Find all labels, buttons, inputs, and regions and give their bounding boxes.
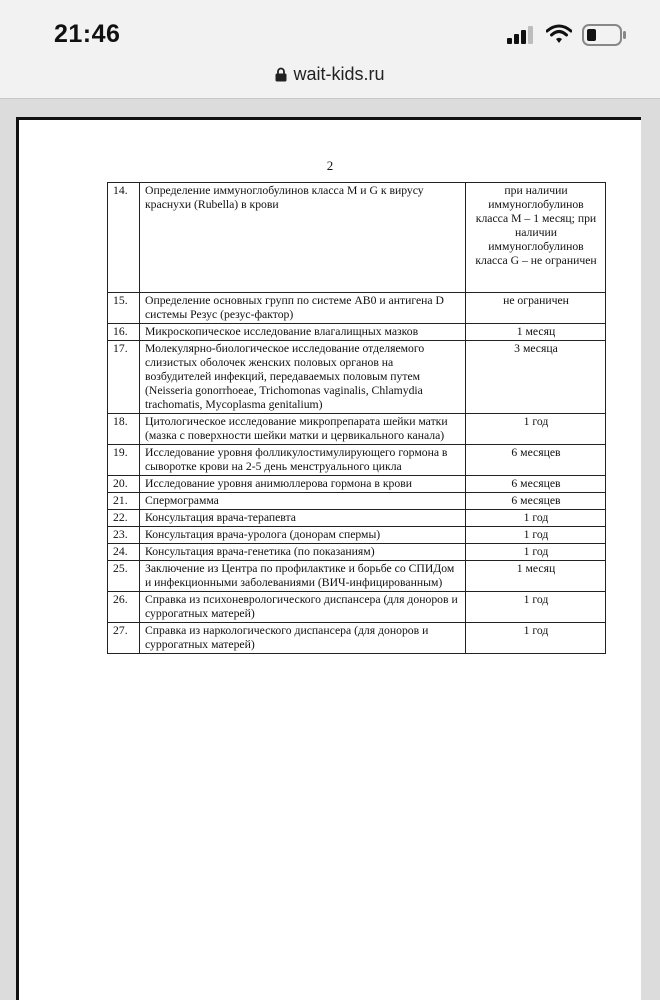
row-term: 1 месяц [466, 324, 606, 341]
row-term: 6 месяцев [466, 476, 606, 493]
table-row [108, 623, 606, 654]
row-name: Консультация врача-терапевта [140, 510, 466, 527]
row-number: 16. [108, 324, 140, 341]
table-row [108, 561, 606, 592]
page-number: 2 [326, 158, 334, 173]
table-row [108, 493, 606, 510]
row-name: Справка из наркологического диспансера (для доноров и суррогатных матерей) [140, 623, 466, 654]
row-name: Молекулярно-биологическое исследование отделяемого слизистых оболочек женских половых органов на возбудителей инфекций, передаваемых половым путем (Neisseria gonorrhoeae, Trichomonas vaginalis, Chlamydia trachomatis, Mycoplasma genitalium) [140, 341, 466, 414]
row-term: 6 месяцев [466, 493, 606, 510]
row-term: 1 год [466, 527, 606, 544]
row-number: 27. [108, 623, 140, 654]
table-row [108, 445, 606, 476]
status-bar [0, 0, 660, 58]
document-page [16, 117, 641, 1000]
row-number: 25. [108, 561, 140, 592]
row-number: 14. [108, 183, 140, 293]
table-row [108, 510, 606, 527]
row-term: не ограничен [466, 293, 606, 324]
row-term: при наличии иммуноглобулинов класса М – 1 месяц; при наличии иммуноглобулинов класса G – не ограничен [466, 183, 606, 293]
row-number: 22. [108, 510, 140, 527]
table-row [108, 293, 606, 324]
row-name: Справка из психоневрологического диспансера (для доноров и суррогатных матерей) [140, 592, 466, 623]
row-term: 1 год [466, 510, 606, 527]
row-name: Консультация врача-уролога (донорам спермы) [140, 527, 466, 544]
row-number: 26. [108, 592, 140, 623]
row-term: 1 год [466, 592, 606, 623]
table-row [108, 341, 606, 414]
document-viewer[interactable] [0, 99, 660, 1000]
row-name: Заключение из Центра по профилактике и борьбе со СПИДом и инфекционными заболеваниями (ВИЧ-инфицированным) [140, 561, 466, 592]
row-term: 3 месяца [466, 341, 606, 414]
table-row [108, 414, 606, 445]
row-name: Определение иммуноглобулинов класса M и G к вирусу краснухи (Rubella) в крови [140, 183, 466, 293]
row-number: 19. [108, 445, 140, 476]
row-number: 18. [108, 414, 140, 445]
table-row [108, 592, 606, 623]
table-row [108, 324, 606, 341]
row-name: Микроскопическое исследование влагалищных мазков [140, 324, 466, 341]
table-row [108, 527, 606, 544]
table-row [108, 544, 606, 561]
lock-icon [275, 67, 287, 82]
row-number: 20. [108, 476, 140, 493]
row-name: Исследование уровня анимюллерова гормона в крови [140, 476, 466, 493]
row-number: 24. [108, 544, 140, 561]
services-table [107, 182, 606, 654]
row-term: 1 месяц [466, 561, 606, 592]
address-bar[interactable] [0, 58, 660, 99]
row-term: 1 год [466, 623, 606, 654]
row-number: 17. [108, 341, 140, 414]
row-name: Спермограмма [140, 493, 466, 510]
status-time: 21:46 [54, 20, 121, 48]
table-row [108, 183, 606, 293]
battery-icon [582, 24, 628, 46]
row-number: 23. [108, 527, 140, 544]
cellular-signal-icon [507, 26, 535, 44]
row-name: Цитологическое исследование микропрепарата шейки матки (мазка с поверхности шейки матки и цервикального канала) [140, 414, 466, 445]
row-name: Исследование уровня фолликулостимулирующего гормона в сыворотке крови на 2-5 день менструального цикла [140, 445, 466, 476]
table-row [108, 476, 606, 493]
url-text[interactable]: wait-kids.ru [293, 64, 385, 84]
row-name: Консультация врача-генетика (по показаниям) [140, 544, 466, 561]
row-name: Определение основных групп по системе AB0 и антигена D системы Резус (резус-фактор) [140, 293, 466, 324]
row-term: 6 месяцев [466, 445, 606, 476]
wifi-icon [546, 24, 572, 44]
row-term: 1 год [466, 544, 606, 561]
row-number: 15. [108, 293, 140, 324]
row-term: 1 год [466, 414, 606, 445]
row-number: 21. [108, 493, 140, 510]
